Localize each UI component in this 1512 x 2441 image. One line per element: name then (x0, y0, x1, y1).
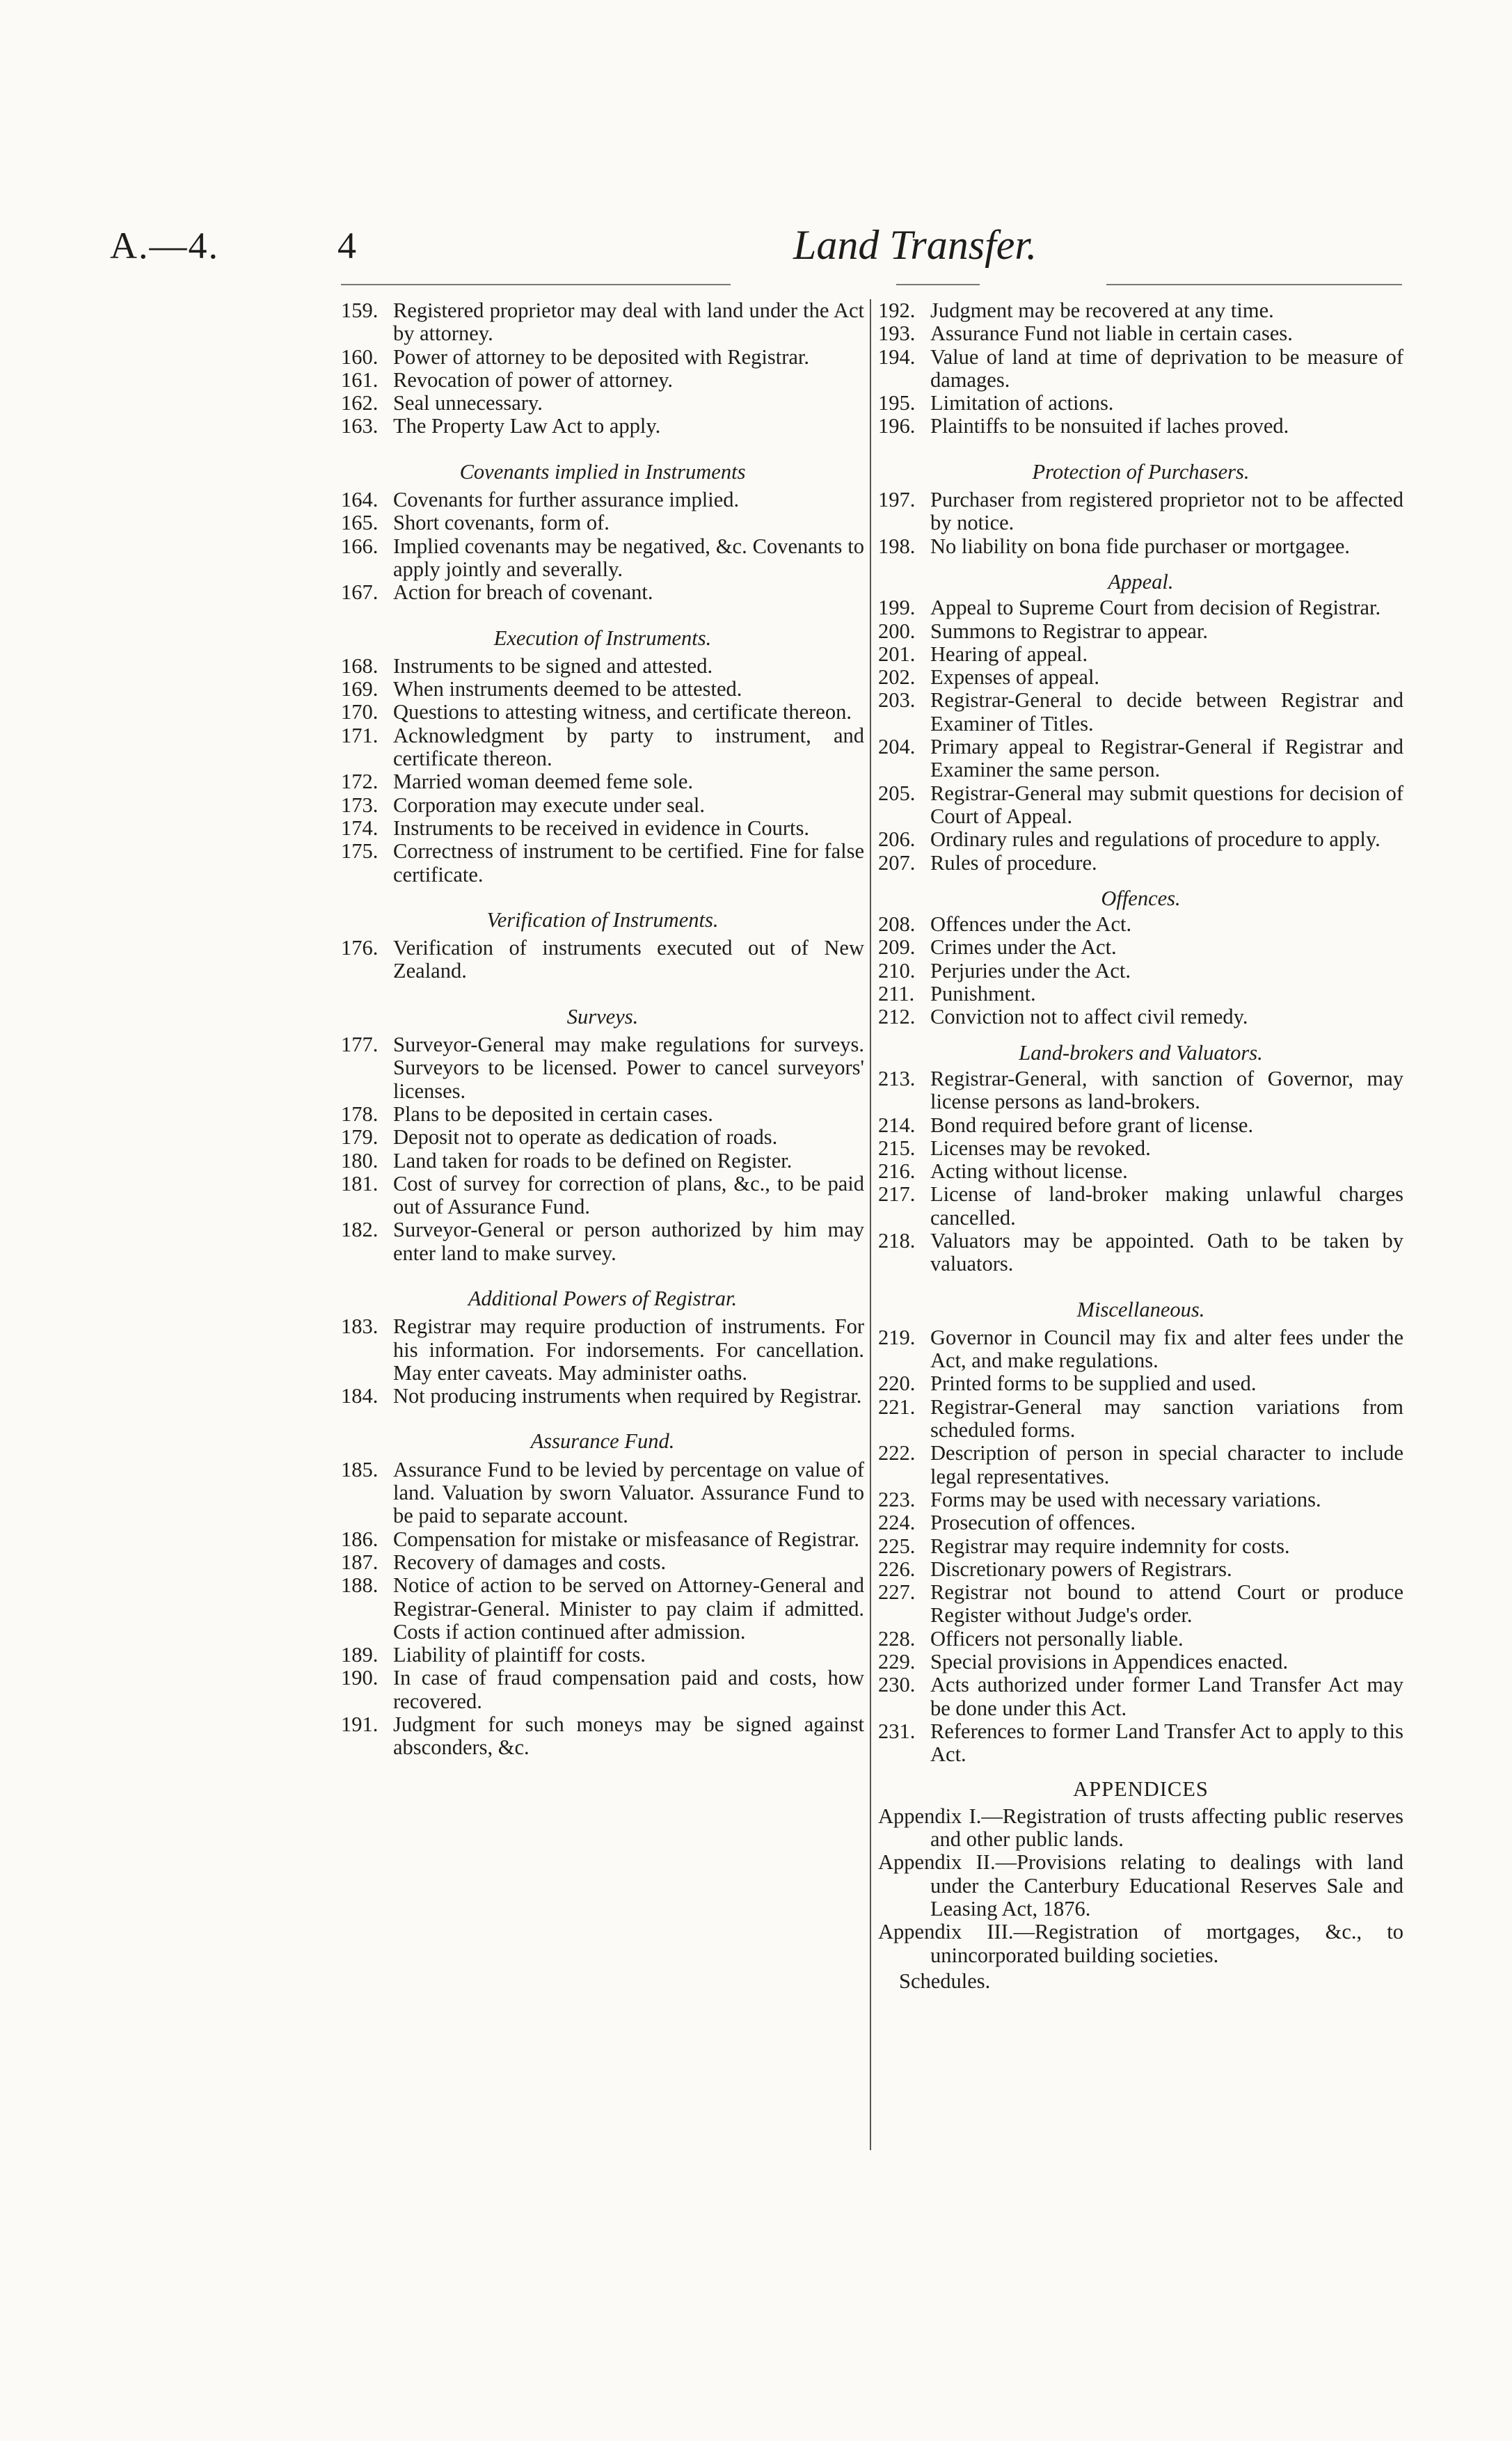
header-rule-middle (896, 284, 980, 285)
section-number: 162. (341, 391, 379, 415)
appendix-entry: Appendix III.—Registration of mortgages, &c., to unincorporated building societies. (878, 1920, 1403, 1967)
section-entry (878, 983, 1403, 1005)
section-text: Power of attorney to be deposited with Registrar. (393, 344, 810, 369)
section-number: 187. (341, 1550, 379, 1574)
right-column (878, 299, 1403, 1993)
section-text: Married woman deemed feme sole. (393, 770, 694, 794)
section-number: 166. (341, 534, 379, 558)
section-entry (878, 535, 1403, 558)
section-text: Questions to attesting witness, and certificate thereon. (393, 700, 852, 724)
section-heading: APPENDICES (1073, 1776, 1209, 1801)
section-number: 174. (341, 816, 379, 840)
section-text: Plans to be deposited in certain cases. (393, 1102, 713, 1126)
section-text: Verification of instruments executed out of New Zealand. (393, 936, 864, 983)
section-number: 220. (878, 1371, 916, 1396)
section-entry (878, 392, 1403, 415)
section-number: 210. (878, 958, 916, 983)
section-text: Officers not personally liable. (930, 1626, 1184, 1651)
section-text: Plaintiffs to be nonsuited if laches proved. (930, 414, 1289, 438)
section-entry (878, 852, 1403, 875)
section-entry (341, 678, 864, 701)
section-text: Acting without license. (930, 1159, 1128, 1184)
section-entry (878, 1673, 1403, 1720)
section-number: 197. (878, 488, 916, 512)
section-number: 170. (341, 700, 379, 724)
page-title: Land Transfer. (793, 222, 1037, 268)
header-rule-right (1106, 284, 1402, 285)
section-number: 209. (878, 935, 916, 960)
section-text: Punishment. (930, 982, 1036, 1006)
section-entry (341, 1458, 864, 1528)
section-number: 168. (341, 653, 379, 678)
schedules-entry: Schedules. (899, 1969, 991, 1993)
section-number: 159. (341, 299, 379, 322)
section-entry (878, 1326, 1403, 1373)
section-heading: Execution of Instruments. (493, 626, 712, 650)
section-number: 169. (341, 677, 379, 701)
section-number: 184. (341, 1384, 379, 1408)
section-entry (878, 666, 1403, 689)
section-number: 182. (341, 1218, 379, 1242)
section-entry (341, 392, 864, 415)
section-entry (878, 1183, 1403, 1230)
section-entry (341, 1150, 864, 1172)
section-text: Registrar may require production of instruments. For his information. For indorsements. For cancellation. May enter caveats. May administer oaths. (393, 1314, 864, 1385)
section-number: 228. (878, 1626, 916, 1651)
section-number: 206. (878, 827, 916, 852)
section-text: Purchaser from registered proprietor not to be affected by notice. (930, 488, 1403, 535)
section-number: 198. (878, 534, 916, 558)
section-entry (878, 1720, 1403, 1767)
section-text: Discretionary powers of Registrars. (930, 1557, 1232, 1581)
section-number: 211. (878, 982, 915, 1006)
section-text: Prosecution of offences. (930, 1511, 1136, 1535)
section-entry (341, 770, 864, 793)
section-text: Registrar-General to decide between Registrar and Examiner of Titles. (930, 688, 1403, 736)
section-number: 191. (341, 1712, 379, 1737)
section-number: 226. (878, 1557, 916, 1581)
section-text: Assurance Fund to be levied by percentage on value of land. Valuation by sworn Valuator. Assurance Fund to be paid to separate account. (393, 1457, 864, 1528)
section-number: 194. (878, 344, 916, 369)
section-number: 223. (878, 1487, 916, 1511)
section-entry (341, 1385, 864, 1408)
section-text: Registrar not bound to attend Court or produce Register without Judge's order. (930, 1580, 1403, 1628)
section-entry (341, 1574, 864, 1644)
section-entry (341, 299, 864, 346)
section-entry (878, 1535, 1403, 1558)
section-entry (341, 369, 864, 392)
section-entry (878, 828, 1403, 851)
section-number: 165. (341, 511, 379, 535)
section-text: Judgment for such moneys may be signed against absconders, &c. (393, 1712, 864, 1760)
section-number: 179. (341, 1125, 379, 1150)
section-entry (878, 782, 1403, 829)
section-number: 186. (341, 1527, 379, 1551)
section-entry (878, 960, 1403, 983)
section-text: Seal unnecessary. (393, 391, 543, 415)
section-text: Valuators may be appointed. Oath to be taken by valuators. (930, 1228, 1403, 1276)
section-text: Printed forms to be supplied and used. (930, 1371, 1257, 1396)
section-text: Judgment may be recovered at any time. (930, 299, 1274, 322)
section-heading: Covenants implied in Instruments (459, 459, 746, 484)
section-entry (341, 1218, 864, 1265)
section-entry (341, 1126, 864, 1149)
section-number: 185. (341, 1457, 379, 1481)
section-number: 217. (878, 1182, 916, 1207)
section-heading: Additional Powers of Registrar. (468, 1286, 738, 1310)
section-text: Bond required before grant of license. (930, 1113, 1254, 1137)
section-number: 177. (341, 1033, 379, 1057)
section-text: Deposit not to operate as dedication of roads. (393, 1125, 778, 1150)
section-text: Short covenants, form of. (393, 511, 610, 535)
section-heading: Offences. (1101, 886, 1181, 910)
section-number: 214. (878, 1113, 916, 1137)
section-text: Surveyor-General or person authorized by him may enter land to make survey. (393, 1218, 864, 1265)
section-entry (341, 581, 864, 604)
section-text: Appeal to Supreme Court from decision of Registrar. (930, 596, 1381, 620)
section-heading: Land-brokers and Valuators. (1019, 1040, 1263, 1065)
section-number: 218. (878, 1228, 916, 1253)
section-text: Rules of procedure. (930, 850, 1097, 875)
section-entry (341, 701, 864, 724)
section-entry (341, 724, 864, 771)
section-text: Hearing of appeal. (930, 642, 1088, 666)
column-divider (870, 299, 871, 2150)
section-text: Revocation of power of attorney. (393, 367, 674, 392)
header-reference: A.—4. (110, 225, 219, 267)
section-text: Description of person in special character to include legal representatives. (930, 1441, 1403, 1488)
section-text: Compensation for mistake or misfeasance of Registrar. (393, 1527, 859, 1551)
section-entry (341, 937, 864, 983)
section-text: No liability on bona fide purchaser or mortgagee. (930, 534, 1351, 558)
section-text: Perjuries under the Act. (930, 958, 1131, 983)
section-entry (878, 299, 1403, 322)
section-entry (878, 322, 1403, 345)
section-number: 231. (878, 1719, 916, 1743)
section-number: 212. (878, 1005, 916, 1029)
section-number: 181. (341, 1171, 379, 1195)
section-heading: Miscellaneous. (1076, 1297, 1205, 1321)
section-text: Liability of plaintiff for costs. (393, 1643, 646, 1667)
section-entry (341, 415, 864, 438)
section-entry (341, 1713, 864, 1760)
section-text: Expenses of appeal. (930, 665, 1100, 690)
section-entry (341, 488, 864, 511)
section-number: 193. (878, 321, 916, 346)
section-number: 216. (878, 1159, 916, 1184)
section-text: When instruments deemed to be attested. (393, 677, 742, 701)
section-entry (878, 596, 1403, 619)
section-entry (341, 1103, 864, 1126)
section-entry (878, 1628, 1403, 1651)
section-entry (341, 817, 864, 840)
section-number: 173. (341, 793, 379, 817)
section-entry (341, 840, 864, 886)
section-heading: Protection of Purchasers. (1032, 459, 1250, 484)
section-number: 219. (878, 1325, 916, 1349)
section-text: Instruments to be signed and attested. (393, 653, 713, 678)
section-number: 163. (341, 414, 379, 438)
section-number: 207. (878, 850, 916, 875)
section-number: 222. (878, 1441, 916, 1465)
section-entry (878, 1067, 1403, 1114)
section-heading: Verification of Instruments. (486, 907, 719, 932)
section-text: Registrar-General, with sanction of Governor, may license persons as land-brokers. (930, 1066, 1403, 1114)
section-text: Assurance Fund not liable in certain cases. (930, 321, 1293, 346)
section-text: Offences under the Act. (930, 912, 1132, 937)
section-number: 204. (878, 735, 916, 759)
section-number: 195. (878, 391, 916, 415)
section-number: 200. (878, 619, 916, 643)
section-entry (341, 511, 864, 534)
section-text: Summons to Registrar to appear. (930, 619, 1208, 643)
page-number: 4 (337, 225, 356, 267)
section-number: 208. (878, 912, 916, 937)
section-text: Acknowledgment by party to instrument, and certificate thereon. (393, 723, 864, 771)
section-text: Conviction not to affect civil remedy. (930, 1005, 1248, 1029)
section-entry (878, 1488, 1403, 1511)
section-number: 196. (878, 414, 916, 438)
section-number: 203. (878, 688, 916, 713)
section-text: Registrar-General may sanction variations from scheduled forms. (930, 1394, 1403, 1442)
section-number: 188. (341, 1573, 379, 1598)
section-text: Limitation of actions. (930, 391, 1114, 415)
section-text: Forms may be used with necessary variations. (930, 1487, 1321, 1511)
section-entry (341, 794, 864, 817)
section-text: Crimes under the Act. (930, 935, 1117, 960)
section-entry (878, 1372, 1403, 1395)
section-entry (878, 936, 1403, 959)
section-entry (341, 346, 864, 369)
section-number: 190. (341, 1666, 379, 1690)
section-entry (878, 1651, 1403, 1673)
section-entry (878, 643, 1403, 666)
appendix-entry: Appendix II.—Provisions relating to dealings with land under the Canterbury Educational Reserves Sale and Leasing Act, 1876. (878, 1850, 1403, 1921)
section-text: Instruments to be received in evidence in Courts. (393, 816, 809, 840)
section-text: Special provisions in Appendices enacted. (930, 1650, 1289, 1674)
section-text: Registrar may require indemnity for costs. (930, 1534, 1290, 1558)
section-entry (341, 655, 864, 678)
section-text: License of land-broker making unlawful charges cancelled. (930, 1182, 1403, 1230)
section-entry (878, 1230, 1403, 1276)
section-number: 183. (341, 1314, 379, 1339)
section-number: 180. (341, 1148, 379, 1172)
section-entry (878, 415, 1403, 438)
section-number: 171. (341, 723, 379, 747)
section-text: Cost of survey for correction of plans, &c., to be paid out of Assurance Fund. (393, 1171, 864, 1219)
section-text: Recovery of damages and costs. (393, 1550, 667, 1574)
section-text: The Property Law Act to apply. (393, 414, 661, 438)
section-entry (878, 488, 1403, 535)
section-entry (878, 1581, 1403, 1628)
section-text: Governor in Council may fix and alter fees under the Act, and make regulations. (930, 1325, 1403, 1373)
section-entry (341, 1528, 864, 1551)
section-entry (878, 346, 1403, 392)
section-entry (341, 535, 864, 582)
left-column (341, 299, 864, 1760)
section-entry (878, 689, 1403, 736)
section-entry (878, 1137, 1403, 1160)
section-number: 172. (341, 770, 379, 794)
section-heading: Surveys. (566, 1004, 639, 1028)
section-number: 189. (341, 1643, 379, 1667)
section-text: Not producing instruments when required by Registrar. (393, 1384, 862, 1408)
header-rule-left (341, 284, 731, 285)
section-entry (878, 1160, 1403, 1183)
section-text: Surveyor-General may make regulations for surveys. Surveyors to be licensed. Power to cancel surveyors' licenses. (393, 1033, 864, 1103)
section-number: 229. (878, 1650, 916, 1674)
section-entry (341, 1315, 864, 1385)
section-number: 160. (341, 344, 379, 369)
section-entry (878, 1442, 1403, 1488)
section-number: 224. (878, 1511, 916, 1535)
section-entry (878, 1558, 1403, 1581)
section-number: 164. (341, 488, 379, 512)
section-heading: Assurance Fund. (530, 1429, 675, 1454)
section-text: Ordinary rules and regulations of procedure to apply. (930, 827, 1380, 852)
section-entry (878, 1005, 1403, 1028)
section-entry (341, 1644, 864, 1667)
section-text: Action for breach of covenant. (393, 580, 653, 605)
section-number: 230. (878, 1673, 916, 1697)
section-number: 227. (878, 1580, 916, 1605)
section-entry (341, 1033, 864, 1103)
section-number: 215. (878, 1136, 916, 1160)
section-text: Implied covenants may be negatived, &c. Covenants to apply jointly and severally. (393, 534, 864, 581)
section-entry (878, 620, 1403, 643)
section-text: Notice of action to be served on Attorney-General and Registrar-General. Minister to pay claim if admitted. Costs if action continued after admission. (393, 1573, 864, 1644)
section-entry (878, 1114, 1403, 1137)
section-number: 161. (341, 367, 379, 392)
section-entry (878, 913, 1403, 936)
section-number: 178. (341, 1102, 379, 1126)
section-text: Value of land at time of deprivation to be measure of damages. (930, 344, 1403, 392)
section-text: In case of fraud compensation paid and costs, how recovered. (393, 1666, 864, 1713)
section-text: Licenses may be revoked. (930, 1136, 1151, 1160)
section-entry (341, 1551, 864, 1574)
section-text: Registered proprietor may deal with land under the Act by attorney. (393, 299, 864, 346)
section-text: Correctness of instrument to be certified. Fine for false certificate. (393, 839, 864, 886)
section-number: 221. (878, 1394, 916, 1419)
section-heading: Appeal. (1108, 569, 1174, 594)
section-number: 213. (878, 1066, 916, 1090)
section-entry (878, 736, 1403, 782)
section-number: 205. (878, 781, 916, 805)
section-text: Acts authorized under former Land Transfer Act may be done under this Act. (930, 1673, 1403, 1720)
section-text: Land taken for roads to be defined on Register. (393, 1148, 793, 1172)
section-number: 202. (878, 665, 916, 690)
section-text: References to former Land Transfer Act to apply to this Act. (930, 1719, 1403, 1767)
section-text: Primary appeal to Registrar-General if Registrar and Examiner the same person. (930, 735, 1403, 782)
section-entry (878, 1396, 1403, 1442)
section-number: 176. (341, 936, 379, 960)
section-number: 175. (341, 839, 379, 864)
section-entry (341, 1172, 864, 1219)
section-entry (341, 1667, 864, 1713)
section-number: 167. (341, 580, 379, 605)
section-text: Covenants for further assurance implied. (393, 488, 740, 512)
section-number: 225. (878, 1534, 916, 1558)
section-number: 199. (878, 596, 916, 620)
section-number: 201. (878, 642, 916, 666)
section-entry (878, 1511, 1403, 1534)
section-number: 192. (878, 299, 916, 322)
section-text: Registrar-General may submit questions for decision of Court of Appeal. (930, 781, 1403, 828)
section-text: Corporation may execute under seal. (393, 793, 706, 817)
appendix-entry: Appendix I.—Registration of trusts affecting public reserves and other public lands. (878, 1804, 1403, 1852)
